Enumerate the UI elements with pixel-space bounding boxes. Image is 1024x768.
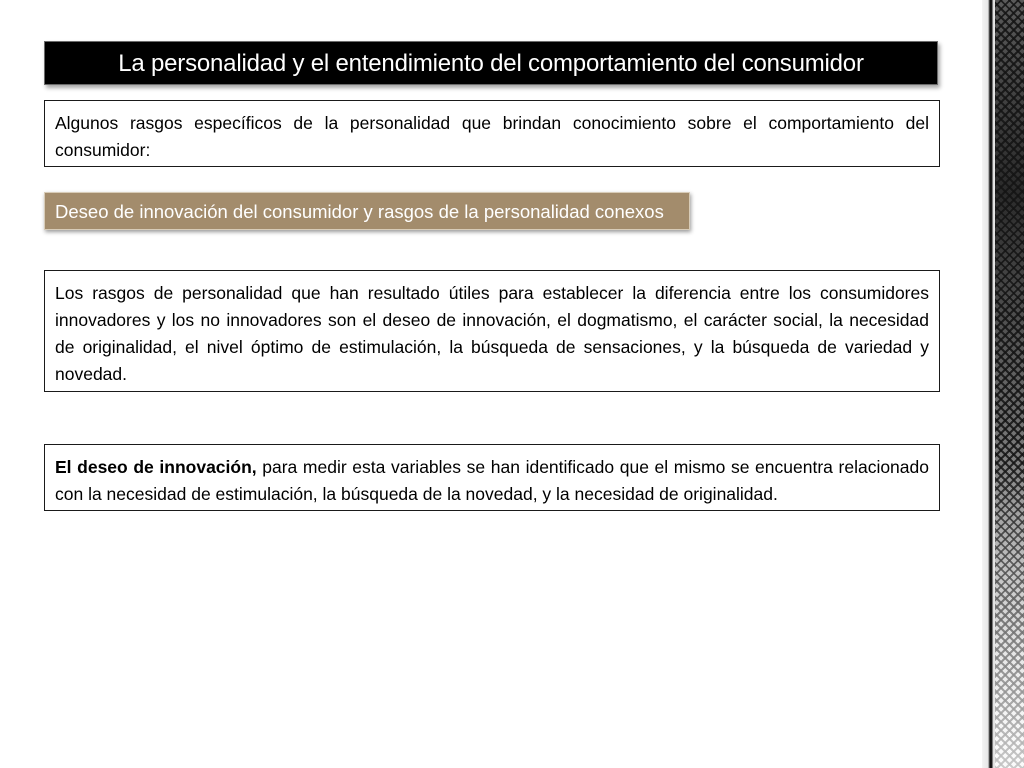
- desire-lead: El deseo de innovación,: [55, 457, 257, 477]
- intro-box: [44, 100, 940, 167]
- desire-text: para medir esta variables se han identificado que el mismo se encuentra relacionado con la necesidad de estimulación, la búsqueda de la novedad, y la necesidad de originalidad.: [55, 457, 929, 504]
- slide-title: La personalidad y el entendimiento del comportamiento del consumidor: [44, 41, 938, 85]
- section-subtitle: Deseo de innovación del consumidor y rasgos de la personalidad conexos: [44, 192, 690, 230]
- pattern-fade: [995, 0, 1024, 768]
- traits-text: Los rasgos de personalidad que han resultado útiles para establecer la diferencia entre los consumidores innovadores y los no innovadores son el deseo de innovación, el dogmatismo, el carácter social, la necesidad de originalidad, el nivel óptimo de estimulación, la búsqueda de sensaciones, y la búsqueda de variedad y novedad.: [55, 283, 929, 384]
- desire-box: [44, 444, 940, 511]
- intro-text: Algunos rasgos específicos de la personalidad que brindan conocimiento sobre el comportamiento del consumidor:: [55, 113, 929, 160]
- traits-box: [44, 270, 940, 392]
- decorative-side-strip: [982, 0, 1024, 768]
